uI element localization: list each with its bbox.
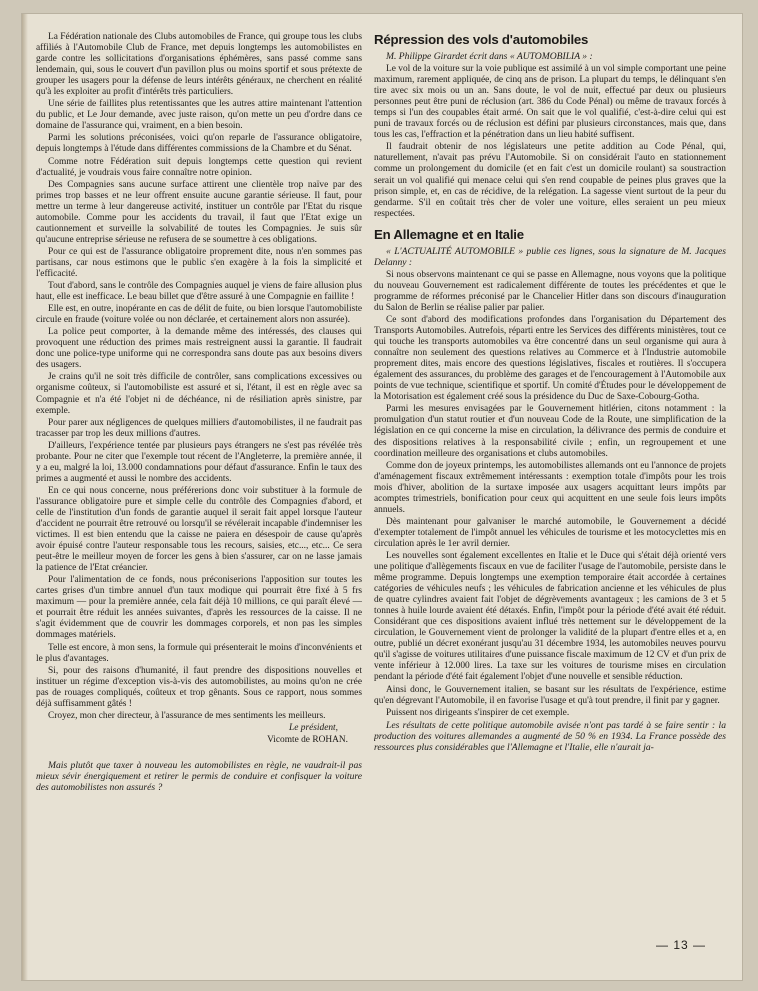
article-paragraph: Les nouvelles sont également excellentes en Italie et le Duce qui s'était déjà orienté vers une politique d'allègements fiscaux en vue de faciliter l'usage de l'automobile, persiste dans le même programme. Depuis longtemps une exemption temporaire était accordée à certaines catégories de véhicules neufs ; les véhicules de fabrication ancienne et les véhicules de plus de quatre cylindres avaient fait l'objet de dégrèvements avantageux ; les camions de 3 et 5 tonnes à huile lourde avaient été détaxés. Enfin, l'impôt pour la période d'été avait été réduit. Considérant que ces dispositions avaient influé très nettement sur le développement de la circulation, le Gouvernement vient de prolonger la validité de la plupart d'entre elles et a, en outre, publié un décret exonérant jusqu'au 31 décembre 1934, les automobiles neuves pourvu qu'il s'agisse de voitures utilitaires d'une puissance fiscale maximum de 12 CV et d'un prix de vente inférieur à 12.000 lires. La taxe sur les voitures de tourisme mises en circulation pendant la période d'été fait également l'objet d'une nouvelle et sensible réduction. (374, 550, 726, 683)
page-gutter-shadow (22, 14, 28, 980)
letter-paragraph: Parmi les solutions préconisées, voici qu'on reparle de l'assurance obligatoire, depuis longtemps à l'étude dans différentes commissions de la Chambre et du Sénat. (36, 133, 362, 155)
letter-paragraph: La Fédération nationale des Clubs automobiles de France, qui groupe tous les clubs affiliés à l'Automobile Club de France, met depuis longtemps les automobilistes en garde contre les sollicitations d'organisations éphémères, sans passé comme sans lendemain, qui, sous le couvert d'un pavillon plus ou moins sportif et sous prétexte de grouper les usagers pour la défense de leurs intérêts généraux, ne cherchent en réalité qu'à les exploiter au profit d'intérêts très particuliers. (36, 32, 362, 98)
article-paragraph: Il faudrait obtenir de nos législateurs une petite addition au Code Pénal, qui, naturellement, n'avait pas prévu l'Automobile. Si on considérait l'auto en stationnement comme un prolongement du domicile (et en fait c'est un domicile roulant) sa soustraction serait un vol qualifié qui menace celui qui s'en rend coupable de peines plus graves que la prison simple, et, en cas de récidive, de la relégation. La sagesse vient surtout de la peur du gendarme. S'il en coûtait très cher de voler une voiture, elles seraient un peu mieux respectées. (374, 142, 726, 219)
page-number: — 13 — (655, 938, 706, 952)
article-paragraph: Ainsi donc, le Gouvernement italien, se basant sur les résultats de l'expérience, estime qu'en dégrevant l'Automobile, il en favorise l'usage et qu'à tout prendre, il finit par y gagner. (374, 684, 726, 706)
article-paragraph: Si nous observons maintenant ce qui se passe en Allemagne, nous voyons que la politique du nouveau Gouvernement est radicalement différente de toutes les précédentes et que le programme de réformes préconisé par le Chancelier Hitler dans son discours d'inauguration du Salon de Berlin se réalise palier par palier. (374, 269, 726, 313)
letter-paragraph: Une série de faillites plus retentissantes que les autres attire maintenant l'attention du public, et Le Jour demande, avec juste raison, qu'on mette un peu d'ordre dans ce domaine de l'assurance qui, vraiment, en a bien besoin. (36, 99, 362, 132)
article-paragraph: Parmi les mesures envisagées par le Gouvernement hitlérien, citons notamment : la promulgation d'un statut routier et d'un nouveau Code de la Route, une simplification de la législation en ce qui concerne la mise en circulation, la délivrance des permis de conduire et des dispositions relatives à la responsabilité civile ; enfin, un regroupement et une coordination meilleure des organisations et clubs automobiles. (374, 404, 726, 459)
letter-paragraph: Pour ce qui est de l'assurance obligatoire proprement dite, nous n'en sommes pas partisans, car nous estimons que le public s'en exagère à la fois la simplicité et l'efficacité. (36, 246, 362, 279)
left-column (36, 32, 362, 795)
letter-paragraph: Des Compagnies sans aucune surface attirent une clientèle trop naïve par des primes trop basses et ne leur offrent ensuite aucune garantie sérieuse. Il faut, pour mettre un terme à leur dangereuse activité, instituer un contrôle par l'Etat du risque automobile. Comme pour les accidents du travail, il faut que l'Etat exige un cautionnement et surveille la solvabilité de toutes les Compagnies. Je suis sûr qu'aucune entreprise sérieuse ne refusera de se soumettre à ces obligations. (36, 179, 362, 245)
signature-title: Le président, (289, 722, 338, 733)
article-paragraph: Comme don de joyeux printemps, les automobilistes allemands ont eu l'annonce de projets d'aménagement fiscaux extrêmement intéressants : exemption totale d'impôts pour les trois mois d'hiver, abolition de la surtaxe imposée aux usagers acquittant leurs impôts par acomptes trimestriels, bonification pour ceux qui acquittent en une seule fois leurs impôts annuels. (374, 460, 726, 515)
section-subline-theft: M. Philippe Girardet écrit dans « AUTOMOBILIA » : (386, 51, 593, 62)
letter-paragraph: En ce qui nous concerne, nous préférerions donc voir substituer à la formule de l'assurance obligatoire pure et simple celle du contrôle des Compagnies d'abord, et celle de l'institution d'un fonds de garantie auquel il serait fait appel lorsque l'auteur d'accident ne pourrait être retrouvé ou lorsqu'il se révélerait incapable d'indemniser les victimes. Il est bien entendu que la caisse ne paiera en désespoir de cause qu'après avoir épuisé contre l'auteur responsable tous les recours, saisies, etc..., etc... Ce sera peut-être le meilleur moyen de forcer les gens à bien s'assurer, car on ne lasse jamais la patience de l'Etat créancier. (36, 485, 362, 574)
letter-paragraph: Elle est, en outre, inopérante en cas de délit de fuite, ou bien lorsque l'automobiliste circule en fraude (voiture volée ou non déclarée, et certainement alors non assurée). (36, 304, 362, 326)
magazine-page (22, 14, 742, 980)
article-paragraph: Puissent nos dirigeants s'inspirer de cet exemple. (386, 707, 570, 718)
section-subline-germany-italy: « L'ACTUALITÉ AUTOMOBILE » publie ces lignes, sous la signature de M. Jacques Delanny : (374, 245, 726, 268)
section-heading-theft: Répression des vols d'automobiles (374, 32, 589, 47)
letter-paragraph: Croyez, mon cher directeur, à l'assurance de mes sentiments les meilleurs. (48, 710, 326, 721)
article-paragraph: Ce sont d'abord des modifications profondes dans l'organisation du Département des Transports Automobiles. Autrefois, réparti entre les Services des différents ministères, tout ce qui touche les transports automobiles va être concentré dans un seul organisme qui aura à connaître non seulement des questions relatives au Commerce et à l'Industrie automobile proprement dites, mais encore des questions législatives, fiscales et routières. Il s'occupera également des assurances, du problème des garages et de l'encouragement à l'Automobile aux points de vue technique, scientifique et sportif. Un comité d'Études pour le développement de la Motorisation est également créé sous la présidence du Duc de Saxe-Cobourg-Gotha. (374, 314, 726, 403)
letter-paragraph: D'ailleurs, l'expérience tentée par plusieurs pays étrangers ne s'est pas révélée très probante. Pour ne citer que l'exemple tout récent de l'Angleterre, la première année, il y a eu, malgré la loi, 13.000 condamnations pour défaut d'assurance. Enfin le taux des primes a augmenté et aussi le nombre des accidents. (36, 440, 362, 484)
letter-paragraph: Pour parer aux négligences de quelques milliers d'automobilistes, il ne faudrait pas tracasser par trop les deux millions d'autres. (36, 417, 362, 439)
letter-paragraph: Tout d'abord, sans le contrôle des Compagnies auquel je viens de faire allusion plus haut, elle est inefficace. Le beau billet que d'être assuré à une Compagnie en faillite ! (36, 281, 362, 303)
article-paragraph: Le vol de la voiture sur la voie publique est assimilé à un vol simple comportant une peine maximum, rarement appliquée, de cinq ans de prison. La plupart du temps, le délinquant s'en tire avec six mois ou un an. Sans doute, le vol de nuit, effectué par deux ou plusieurs personnes peut être puni de réclusion (art. 386 du Code Pénal) ou même de travaux forcés à temps si l'un des coupables était armé. On sait que le vol qualifié, c'est-à-dire celui qui est puni de travaux forcés ou de réclusion est défini par plusieurs circonstances, mais que, dans tous les cas, l'effraction et la pénétration dans un lieu habité suffisent. (374, 64, 726, 141)
letter-paragraph: Pour l'alimentation de ce fonds, nous préconiserions l'apposition sur toutes les cartes grises d'un timbre annuel d'un taux modique qui pourrait être fixé à 5 frs maximum — pour la première année, cela fait déjà 10 millions, ce qui paraît élevé — et pourrait être réduit les années suivantes, d'après les ressources de la caisse. Il ne s'agit évidemment que de couvrir les dommages corporels, et non pas les simples dommages matériels. (36, 575, 362, 641)
letter-paragraph: Je crains qu'il ne soit très difficile de contrôler, sans complications excessives ou organisme coûteux, si l'automobiliste est assuré et si, l'étant, il est en règle avec sa Compagnie et n'a été l'objet ni de déchéance, ni de résiliation après sinistre, par exemple. (36, 372, 362, 416)
signature-name: Vicomte de ROHAN. (267, 734, 348, 745)
editor-note: Les résultats de cette politique automobile avisée n'ont pas tardé à se faire sentir : la production des voitures allemandes a augmenté de 50 % en 1934. La France possède des ressources plus considérables que l'Allemagne et l'Italie, elle n'aurait ja- (374, 719, 726, 754)
letter-paragraph: Si, pour des raisons d'humanité, il faut prendre des dispositions nouvelles et instituer un régime d'exception vis-à-vis des automobilistes, au moins qu'on ne crée pas de rouages compliqués, coûteux et trop gênants. Sous ce rapport, nous sommes déjà suffisamment gâtés ! (36, 665, 362, 709)
section-heading-germany-italy: En Allemagne et en Italie (374, 226, 524, 242)
right-column (374, 32, 726, 754)
letter-paragraph: Telle est encore, à mon sens, la formule qui présenterait le moins d'inconvénients et le plus d'avantages. (36, 642, 362, 664)
article-paragraph: Dès maintenant pour galvaniser le marché automobile, le Gouvernement a décidé d'exempter totalement de l'impôt annuel les véhicules de tourisme et les motocyclettes mis en circulation après le 1er avril dernier. (374, 516, 726, 549)
letter-paragraph: La police peut comporter, à la demande même des intéressés, des clauses qui provoquent une réduction des primes mais restreignent aussi la garantie. Il faudrait donc une police-type uniforme qui ne correspondra sans doute pas aux besoins divers des usagers. (36, 327, 362, 371)
editor-note: Mais plutôt que taxer à nouveau les automobilistes en règle, ne vaudrait-il pas mieux sévir énergiquement et retirer le permis de conduire et confisquer la voiture des automobilistes non assurés ? (36, 759, 362, 794)
letter-paragraph: Comme notre Fédération suit depuis longtemps cette question qui revient d'actualité, je voudrais vous faire connaître notre opinion. (36, 156, 362, 178)
